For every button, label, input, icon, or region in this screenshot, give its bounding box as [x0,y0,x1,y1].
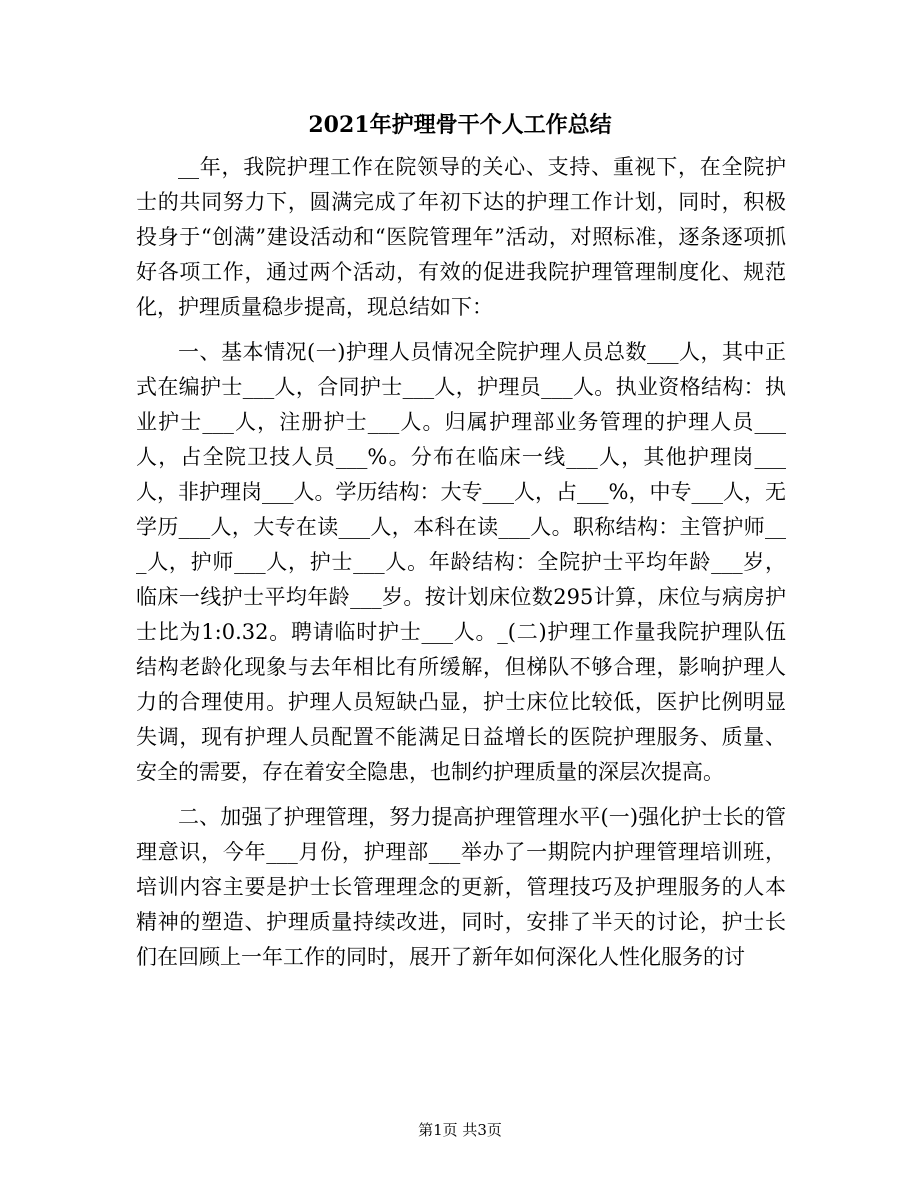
paragraph-management: 二、加强了护理管理，努力提高护理管理水平(一)强化护士长的管理意识，今年___月份，护理部___举办了一期院内护理管理培训班，培训内容主要是护士长管理理念的更新，管理技巧及护理服务的人本精神的塑造、护理质量持续改进，同时，安排了半天的讨论，护士长们在回顾上一年工作的同时，展开了新年如何深化人性化服务的讨 [136,805,786,969]
document-body [136,150,786,975]
document-title: 2021年护理骨干个人工作总结 [308,112,612,138]
page-footer: 第1页 共3页 [418,1121,502,1139]
paragraph-basic-situation: 一、基本情况(一)护理人员情况全院护理人员总数___人，其中正式在编护士___人，合同护士___人，护理员___人。执业资格结构：执业护士___人，注册护士___人。归属护理部业务管理的护理人员___人，占全院卫技人员___%。分布在临床一线___人，其他护理岗___人，非护理岗___人。学历结构：大专___人，占___%，中专___人，无学历___人，大专在读___人，本科在读___人。职称结构：主管护师___人，护师___人，护士___人。年龄结构：全院护士平均年龄___岁，临床一线护士平均年龄___岁。按计划床位数295计算，床位与病房护士比为1:0.32。聘请临时护士___人。_(二)护理工作量我院护理队伍结构老龄化现象与去年相比有所缓解，但梯队不够合理，影响护理人力的合理使用。护理人员短缺凸显，护士床位比较低，医护比例明显失调，现有护理人员配置不能满足日益增长的医院护理服务、质量、安全的需要，存在着安全隐患，也制约护理质量的深层次提高。 [136,340,786,784]
paragraph-intro: __年，我院护理工作在院领导的关心、支持、重视下，在全院护士的共同努力下，圆满完成了年初下达的护理工作计划，同时，积极投身于“创满”建设活动和“医院管理年”活动，对照标准，逐条逐项抓好各项工作，通过两个活动，有效的促进我院护理管理制度化、规范化，护理质量稳步提高，现总结如下： [136,155,786,319]
